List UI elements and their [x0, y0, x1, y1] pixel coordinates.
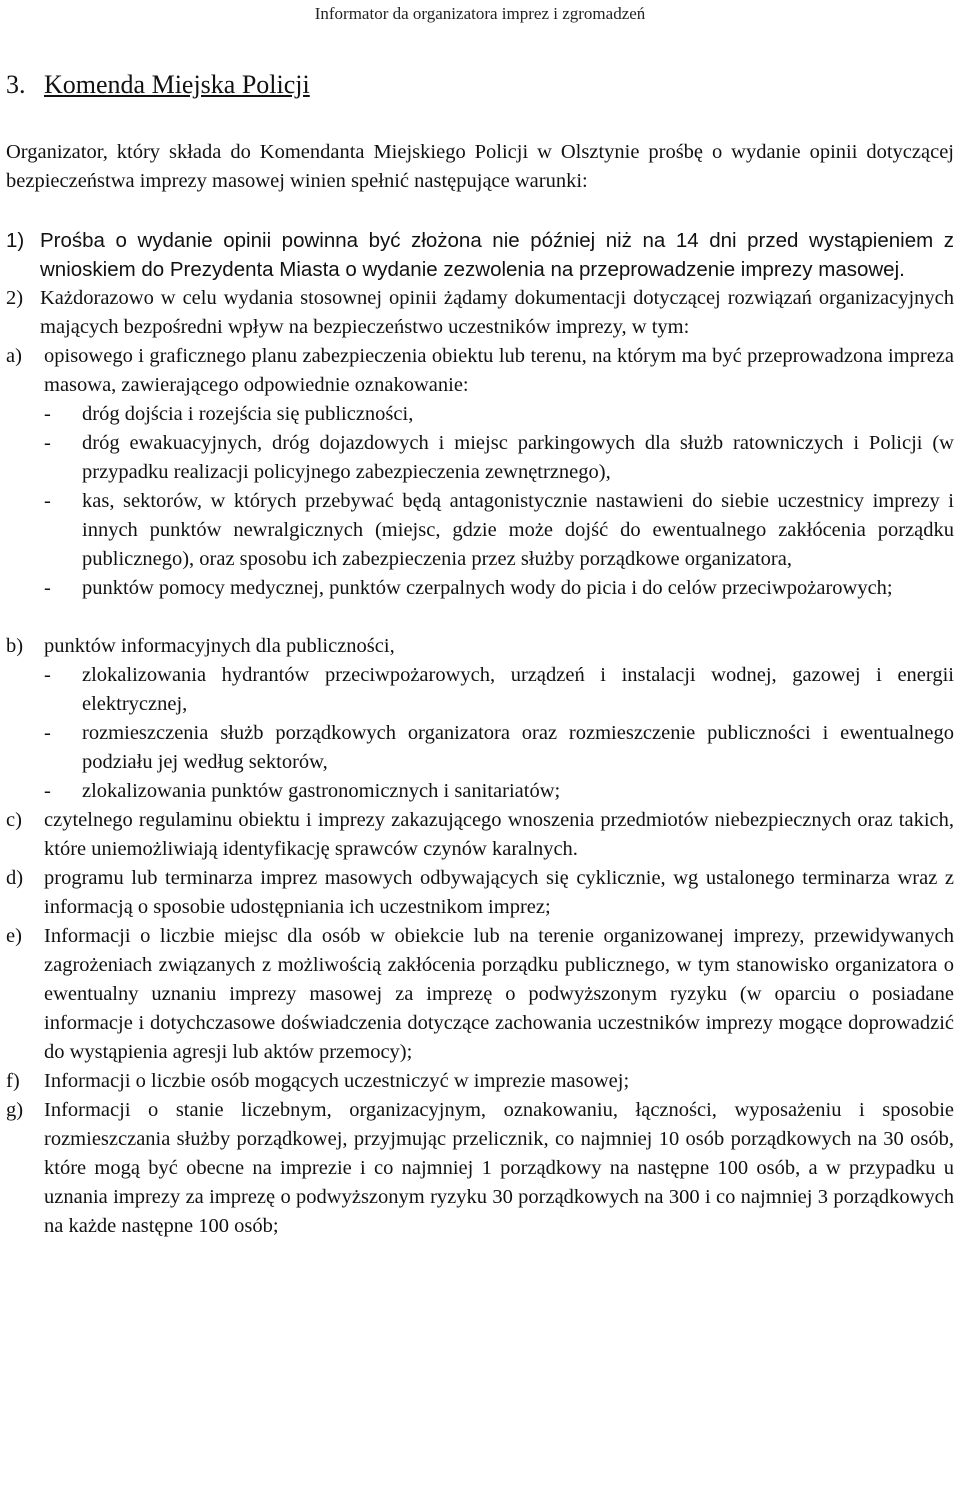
section-title — [6, 70, 310, 100]
bullet-b-1 — [44, 661, 954, 719]
item-e — [6, 922, 954, 1067]
item-f — [6, 1067, 954, 1096]
dash: - — [44, 403, 51, 425]
condition-1-label: 1) — [6, 229, 25, 252]
item-b — [6, 632, 954, 806]
section-number: 3. — [6, 70, 26, 99]
item-a-label: a) — [6, 345, 22, 367]
condition-2 — [6, 284, 954, 342]
item-d-label: d) — [6, 867, 24, 889]
item-e-text: Informacji o liczbie miejsc dla osób w obiekcie lub na terenie organizowanej imprezy, przewidywanych zagrożeniach związanych z możliwością zakłócenia porządku publicznego, w tym stanowisko organizatora o ewentualny uznaniu imprezy masowej za imprezę o podwyższonym ryzyku (w oparciu o posiadane informacje i dotychczasowe doświadczenia dotyczące zachowania uczestników imprezy mogące doprowadzić do wystąpienia agresji lub aktów przemocy); — [44, 925, 954, 1063]
item-b-text: punktów informacyjnych dla publiczności, — [44, 635, 395, 657]
item-f-label: f) — [6, 1070, 20, 1092]
dash: - — [44, 577, 51, 599]
bullet-text: zlokalizowania hydrantów przeciwpożarowych, urządzeń i instalacji wodnej, gazowej i energii elektrycznej, — [82, 664, 954, 715]
item-g-text: Informacji o stanie liczebnym, organizacyjnym, oznakowaniu, łączności, wyposażeniu i sposobie rozmieszczania służby porządkowej, przyjmując przelicznik, co najmniej 10 osób porządkowych na 30 osób, które mogą być obecne na imprezie i co najmniej 1 porządkowy na następne 100 osób, a w przypadku u uznania imprezy za imprezę o podwyższonym ryzyku 30 porządkowych na 300 i co najmniej 3 porządkowych na każde następne 100 osób; — [44, 1099, 954, 1237]
item-e-label: e) — [6, 925, 22, 947]
item-g — [6, 1096, 954, 1241]
bullet-b-2 — [44, 719, 954, 777]
condition-1-text: Prośba o wydanie opinii powinna być złożona nie później niż na 14 dni przed wystąpieniem z wnioskiem do Prezydenta Miasta o wydanie zezwolenia na przeprowadzenie imprezy masowej. — [40, 229, 954, 281]
item-c-label: c) — [6, 809, 22, 831]
bullet-text: dróg ewakuacyjnych, dróg dojazdowych i miejsc parkingowych dla służb ratowniczych i Policji (w przypadku realizacji policyjnego zabezpieczenia zewnętrznego), — [82, 432, 954, 483]
bullet-a-3 — [44, 487, 954, 574]
condition-2-label: 2) — [6, 287, 24, 309]
item-d-text: programu lub terminarza imprez masowych odbywających się cyklicznie, wg ustalonego terminarza wraz z informacją o sposobie udostępniania ich uczestnikom imprez; — [44, 867, 954, 918]
item-g-label: g) — [6, 1099, 24, 1121]
bullet-text: rozmieszczenia służb porządkowych organizatora oraz rozmieszczenie publiczności i ewentualnego podziału jej według sektorów, — [82, 722, 954, 773]
spacer — [6, 603, 954, 632]
bullet-text: zlokalizowania punktów gastronomicznych i sanitariatów; — [82, 780, 561, 802]
item-a — [6, 342, 954, 603]
item-d — [6, 864, 954, 922]
bullet-a-4 — [44, 574, 954, 603]
dash: - — [44, 432, 51, 454]
intro-paragraph: Organizator, który składa do Komendanta Miejskiego Policji w Olsztynie prośbę o wydanie opinii dotyczącej bezpieczeństwa imprezy masowej winien spełnić następujące warunki: — [6, 141, 954, 192]
item-a-text: opisowego i graficznego planu zabezpieczenia obiektu lub terenu, na którym ma być przeprowadzona impreza masowa, zawierającego odpowiednie oznakowanie: — [44, 345, 954, 396]
condition-1 — [6, 226, 954, 284]
dash: - — [44, 490, 51, 512]
document-body — [6, 226, 954, 1241]
dash: - — [44, 780, 51, 802]
bullet-text: dróg dojścia i rozejścia się publiczności, — [82, 403, 414, 425]
dash: - — [44, 664, 51, 686]
running-header: Informator da organizatora imprez i zgromadzeń — [314, 4, 646, 23]
bullet-a-1 — [44, 400, 954, 429]
item-b-label: b) — [6, 635, 24, 657]
section-title-text: Komenda Miejska Policji — [44, 70, 310, 99]
bullet-b-3 — [44, 777, 954, 806]
item-c-text: czytelnego regulaminu obiektu i imprezy zakazującego wnoszenia przedmiotów niebezpiecznych oraz takich, które uniemożliwiają identyfikację sprawców czynów karalnych. — [44, 809, 954, 860]
item-c — [6, 806, 954, 864]
dash: - — [44, 722, 51, 744]
bullet-text: kas, sektorów, w których przebywać będą antagonistycznie nastawieni do siebie uczestnicy imprezy i innych punktów newralgicznych (miejsc, gdzie może dojść do ewentualnego zakłócenia porządku publicznego), oraz sposobu ich zabezpieczenia przez służby porządkowe organizatora, — [82, 490, 954, 570]
bullet-a-2 — [44, 429, 954, 487]
bullet-text: punktów pomocy medycznej, punktów czerpalnych wody do picia i do celów przeciwpożarowych; — [82, 577, 893, 599]
condition-2-text: Każdorazowo w celu wydania stosownej opinii żądamy dokumentacji dotyczącej rozwiązań organizacyjnych mających bezpośredni wpływ na bezpieczeństwo uczestników imprezy, w tym: — [40, 287, 954, 338]
item-f-text: Informacji o liczbie osób mogących uczestniczyć w imprezie masowej; — [44, 1070, 630, 1092]
